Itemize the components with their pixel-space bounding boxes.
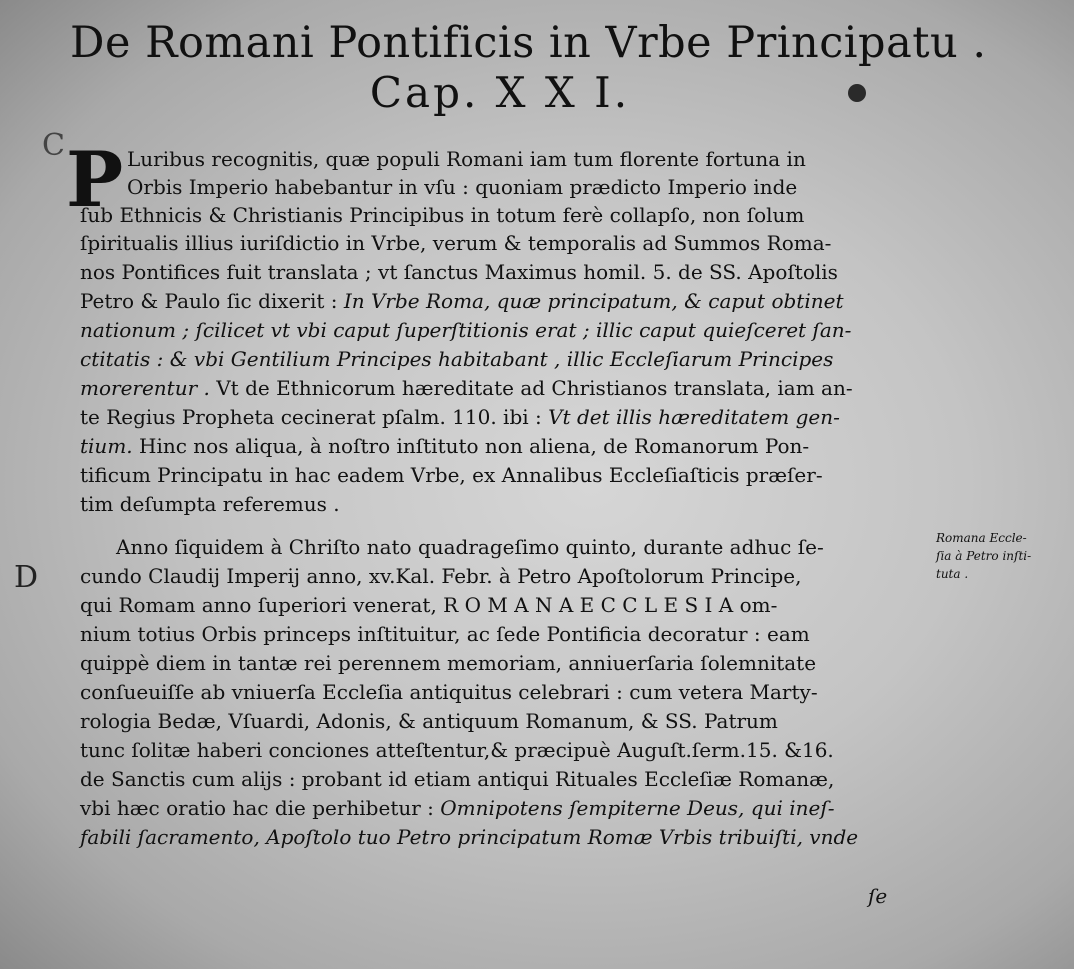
text-run: Petro & Paulo ſic dixerit :	[80, 289, 338, 313]
italic-quote: Omnipotens ſempiterne Deus, qui ineſ-	[440, 796, 835, 820]
italic-quote: tium.	[80, 434, 133, 458]
signature-mark-d: D	[14, 560, 39, 595]
margin-note-line: ſia à Petro inſti-	[936, 549, 1032, 563]
text-line	[80, 287, 843, 315]
italic-quote: In Vrbe Roma, quæ principatum, & caput obtinet	[343, 289, 844, 313]
text-line: nationum ; ſcilicet vt vbi caput ſuperſtitionis erat ; illic caput quieſceret ſan-	[80, 318, 852, 342]
text-run: te Regius Propheta cecinerat pſalm. 110. ibi :	[80, 405, 542, 429]
italic-quote: morerentur .	[80, 376, 210, 400]
text-line: qui Romam anno ſuperiori venerat, R O M A N A E C C L E S I A om-	[80, 593, 778, 617]
text-line	[80, 374, 853, 402]
text-line	[80, 403, 840, 431]
text-line: cundo Claudij Imperij anno, xv.Kal. Febr. à Petro Apoſtolorum Principe,	[80, 564, 802, 588]
margin-note-line: tuta .	[936, 567, 969, 581]
text-line: tunc ſolitæ haberi conciones atteſtentur,& præcipuè Auguſt.ſerm.15. &16.	[80, 738, 834, 762]
text-line: nos Pontifices fuit translata ; vt ſanctus Maximus homil. 5. de SS. Apoſtolis	[80, 260, 838, 284]
chapter-heading: Cap. X X I.	[369, 68, 631, 117]
catchword: ſe	[868, 884, 888, 908]
page-title: De Romani Pontificis in Vrbe Principatu .	[70, 18, 987, 68]
text-line: ſub Ethnicis & Christianis Principibus in totum ferè collapſo, non ſolum	[80, 203, 805, 227]
text-line: conſueuiſſe ab vniuerſa Eccleſia antiquitus celebrari : cum vetera Marty-	[80, 680, 818, 704]
ink-blot	[848, 84, 866, 102]
text-line: ſpiritualis illius iuriſdictio in Vrbe, verum & temporalis ad Summos Roma-	[80, 231, 832, 255]
text-line: tificum Principatu in hac eadem Vrbe, ex Annalibus Eccleſiaſticis præſer-	[80, 463, 823, 487]
signature-mark-c: C	[42, 128, 65, 163]
text-line: Luribus recognitis, quæ populi Romani iam tum florente fortuna in	[127, 147, 806, 171]
text-line: Orbis Imperio habebantur in vſu : quoniam prædicto Imperio inde	[127, 175, 798, 199]
text-line: fabili ſacramento, Apoſtolo tuo Petro principatum Romæ Vrbis tribuiſti, vnde	[80, 825, 859, 849]
text-line	[80, 432, 809, 460]
margin-note-line: Romana Eccle-	[936, 531, 1027, 545]
drop-capital: P	[66, 135, 124, 224]
text-line: ctitatis : & vbi Gentilium Principes habitabant , illic Eccleſiarum Principes	[80, 347, 834, 371]
text-run: Vt de Ethnicorum hæreditate ad Christianos translata, iam an-	[216, 376, 853, 400]
text-line: Anno ſiquidem à Chriſto nato quadrageſimo quinto, durante adhuc ſe-	[116, 535, 824, 559]
text-line: tim deſumpta referemus .	[80, 492, 340, 516]
text-line: nium totius Orbis princeps inſtituitur, ac ſede Pontificia decoratur : eam	[80, 622, 810, 646]
text-run: vbi hæc oratio hac die perhibetur :	[80, 796, 434, 820]
text-run: Hinc nos aliqua, à noſtro inſtituto non aliena, de Romanorum Pon-	[139, 434, 810, 458]
text-line	[80, 794, 834, 822]
text-line: de Sanctis cum alijs : probant id etiam antiqui Rituales Eccleſiæ Romanæ,	[80, 767, 835, 791]
text-line: rologia Bedæ, Vſuardi, Adonis, & antiquum Romanum, & SS. Patrum	[80, 709, 778, 733]
italic-quote: Vt det illis hæreditatem gen-	[548, 405, 840, 429]
text-line: quippè diem in tantæ rei perennem memoriam, anniuerſaria ſolemnitate	[80, 651, 817, 675]
